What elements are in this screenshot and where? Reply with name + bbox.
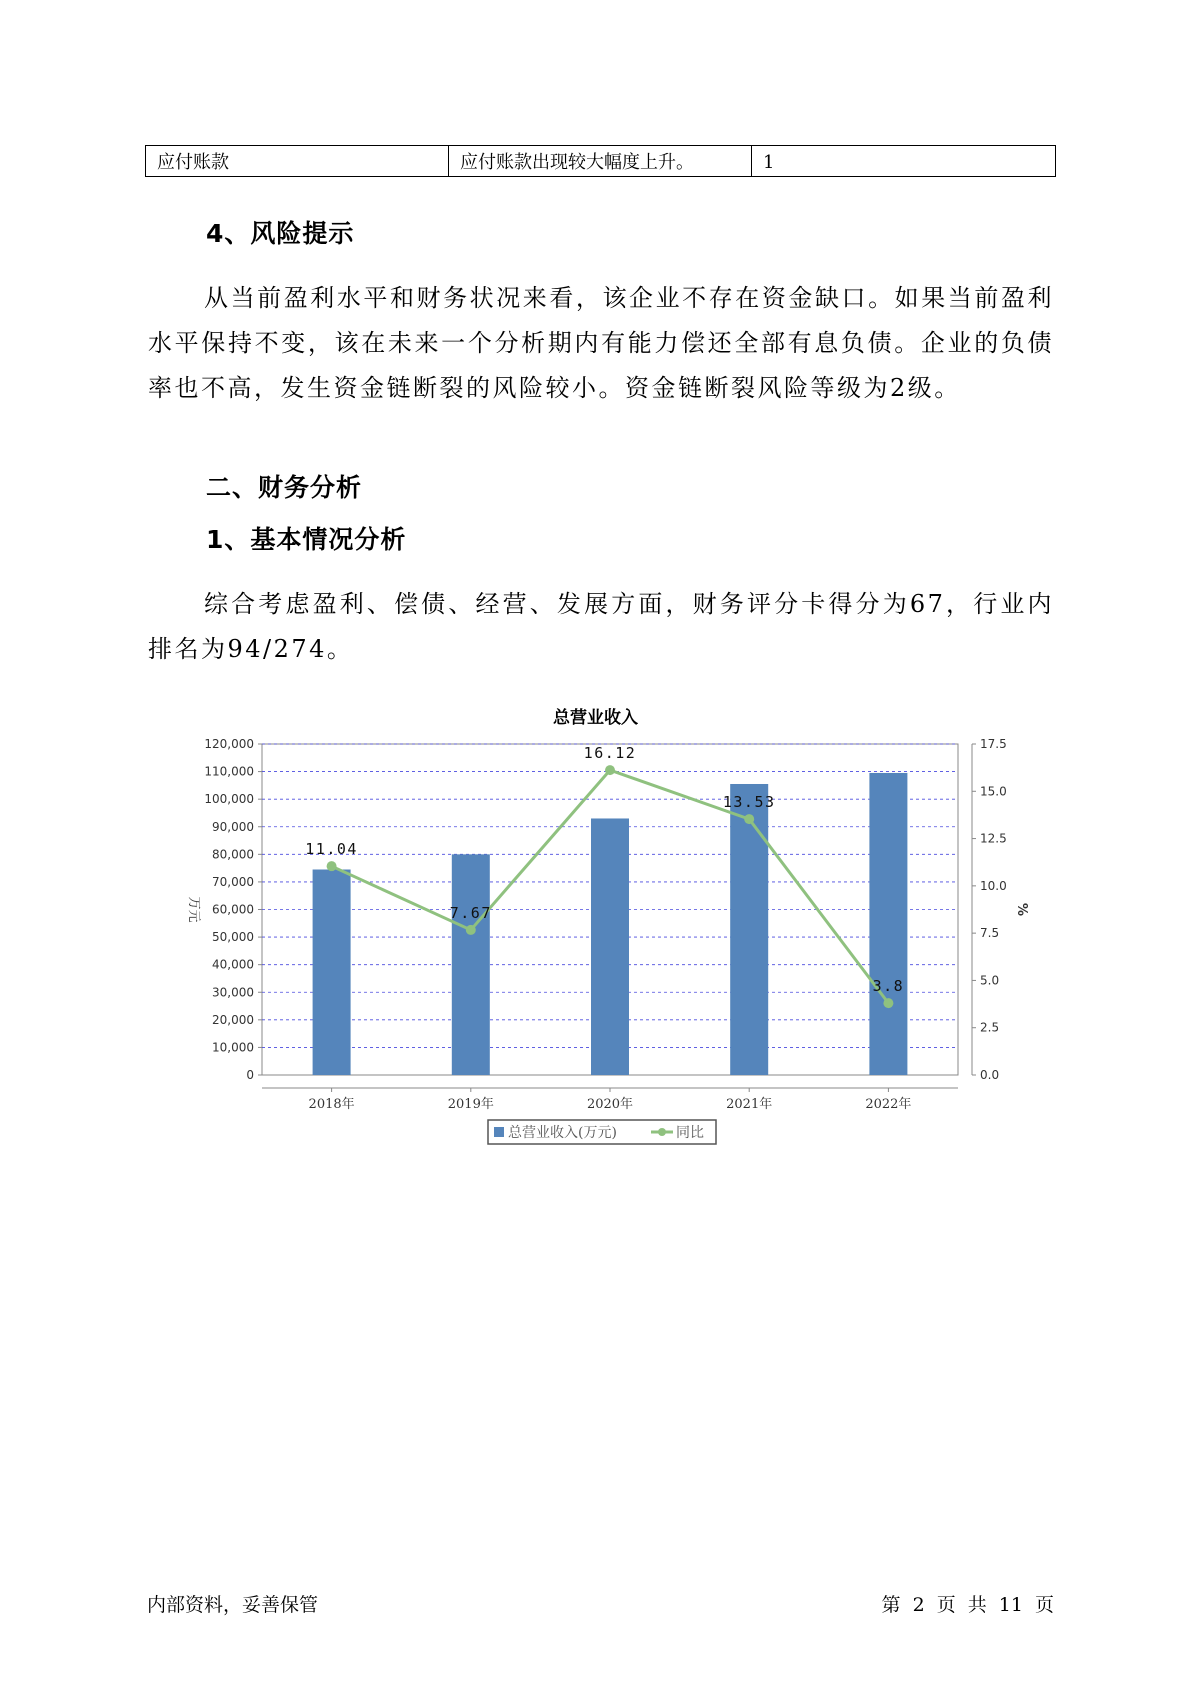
risk-paragraph: 从当前盈利水平和财务状况来看，该企业不存在资金缺口。如果当前盈利水平保持不变，该在未来一个分析期内有能力偿还全部有息负债。企业的负债率也不高，发生资金链断裂的风险较小。资金链断裂风险等级为2级。 — [148, 284, 1054, 402]
x-tick-label: 2019年 — [447, 1097, 494, 1112]
legend-bar-swatch — [494, 1127, 504, 1137]
yoy-data-label: 13.53 — [722, 793, 776, 812]
y-right-tick-label: 7.5 — [980, 926, 1000, 941]
y-tick-label: 30,000 — [212, 985, 254, 1000]
y-right-tick-label: 15.0 — [980, 784, 1007, 799]
table-cell-value: 1 — [763, 152, 775, 173]
y-right-tick-label: 0.0 — [980, 1068, 1000, 1082]
yoy-data-label: 7.67 — [449, 903, 492, 922]
y-tick-label: 0 — [246, 1068, 254, 1082]
revenue-bar — [591, 818, 629, 1075]
yoy-point — [466, 925, 476, 935]
y-right-axis-title: % — [1014, 902, 1029, 917]
y-axis-title: 万元 — [186, 896, 201, 923]
y-tick-label: 90,000 — [212, 819, 254, 834]
x-tick-label: 2021年 — [726, 1097, 773, 1112]
yoy-data-label: 3.8 — [872, 977, 905, 996]
y-right-tick-label: 5.0 — [980, 973, 1000, 988]
y-tick-label: 110,000 — [204, 764, 254, 779]
revenue-bar — [449, 854, 492, 1075]
footer-confidential: 内部资料，妥善保管 — [147, 1594, 319, 1616]
y-right-tick-label: 10.0 — [980, 878, 1007, 893]
table-cell-item: 应付账款 — [146, 146, 449, 176]
revenue-bar — [730, 784, 768, 1075]
yoy-data-label: 16.12 — [583, 744, 637, 763]
y-tick-label: 120,000 — [204, 737, 254, 751]
y-tick-label: 10,000 — [212, 1040, 254, 1055]
basic-analysis-heading: 1、基本情况分析 — [206, 525, 407, 554]
y-right-tick-label: 2.5 — [980, 1020, 1000, 1035]
chart-title: 总营业收入 — [553, 708, 638, 728]
basic-analysis-paragraph: 综合考虑盈利、偿债、经营、发展方面，财务评分卡得分为67，行业内排名为94/274。 — [148, 590, 1054, 663]
y-right-tick-label: 12.5 — [980, 831, 1007, 846]
yoy-point — [327, 861, 337, 871]
yoy-point — [605, 765, 615, 775]
y-tick-label: 100,000 — [204, 792, 254, 807]
legend-line-marker — [658, 1128, 666, 1136]
yoy-data-label: 11.04 — [305, 840, 358, 859]
finance-heading: 二、财务分析 — [206, 473, 363, 502]
y-tick-label: 40,000 — [212, 957, 254, 972]
revenue-bar — [313, 870, 351, 1075]
yoy-point — [883, 998, 893, 1008]
x-tick-label: 2020年 — [586, 1097, 634, 1112]
legend-line-label: 同比 — [676, 1125, 704, 1141]
table-cell-description: 应付账款出现较大幅度上升。 — [449, 146, 752, 176]
y-tick-label: 60,000 — [212, 902, 254, 917]
y-tick-label: 80,000 — [212, 847, 254, 862]
legend-bar-label: 总营业收入(万元) — [508, 1125, 617, 1141]
risk-heading: 4、风险提示 — [206, 219, 355, 248]
y-right-tick-label: 17.5 — [980, 737, 1007, 751]
yoy-point — [744, 814, 754, 824]
y-tick-label: 20,000 — [212, 1012, 254, 1027]
y-tick-label: 50,000 — [212, 930, 254, 945]
x-tick-label: 2022年 — [865, 1097, 912, 1112]
y-tick-label: 70,000 — [212, 874, 254, 889]
revenue-bar — [869, 773, 907, 1075]
footer-page-number: 第 2 页 共 11 页 — [881, 1594, 1054, 1616]
x-tick-label: 2018年 — [308, 1097, 355, 1112]
